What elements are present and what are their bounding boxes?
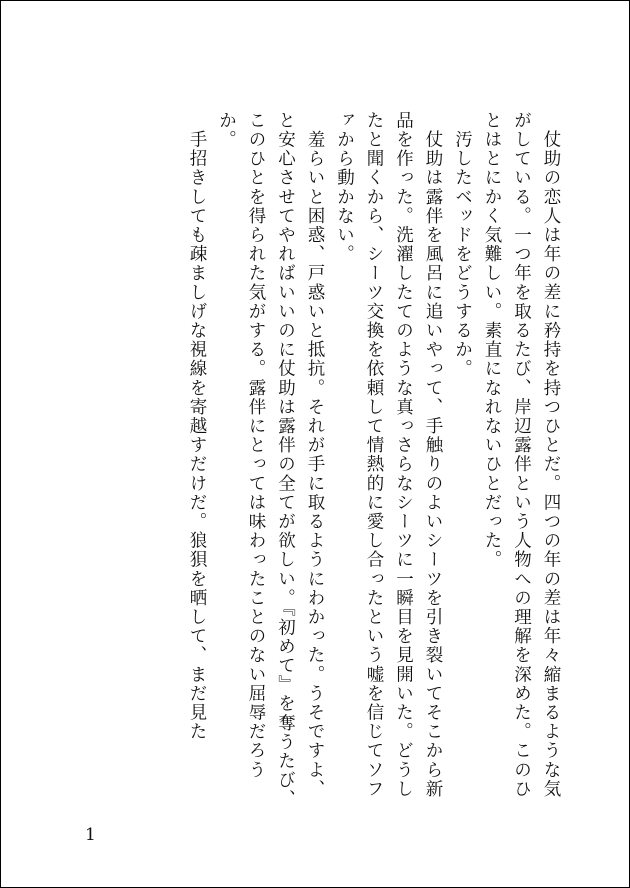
page-number: 1 <box>85 825 96 845</box>
paragraph-4: 羞らいと困惑、戸惑いと抵抗。それが手に取るようにわかった。うそですよ、と安心させてやればいいのに仗助は露伴の全てが欲しい。『初めて』を奪うたび、このひとを得られた気がする。露伴にとっては味わったことのない屈辱だろうか。 <box>216 111 325 809</box>
paragraph-3: 仗助は露伴を風呂に追いやって、手触りのよいシーツを引き裂いてそこから新品を作った。洗濯したてのような真っさらなシーツに一瞬目を見開いた。どうしたと聞くから、シーツ交換を依頼して情熱的に愛し合ったという嘘を信じてソファから動かない。 <box>334 111 443 799</box>
paragraph-5: 手招きしても疎ましげな視線を寄越すだけだ。狼狽を晒して、まだ見た <box>187 111 207 742</box>
paragraph-1: 仗助の恋人は年の差に矜持を持つひとだ。四つの年の差は年々縮まるような気がしている。一つ年を取るたび、岸辺露伴という人物への理解を深めた。このひとはとにかく気難しい。素直になれないひとだった。 <box>482 111 561 799</box>
body-text <box>182 111 566 811</box>
paragraph-2: 汚したベッドをどうするか。 <box>452 111 473 379</box>
